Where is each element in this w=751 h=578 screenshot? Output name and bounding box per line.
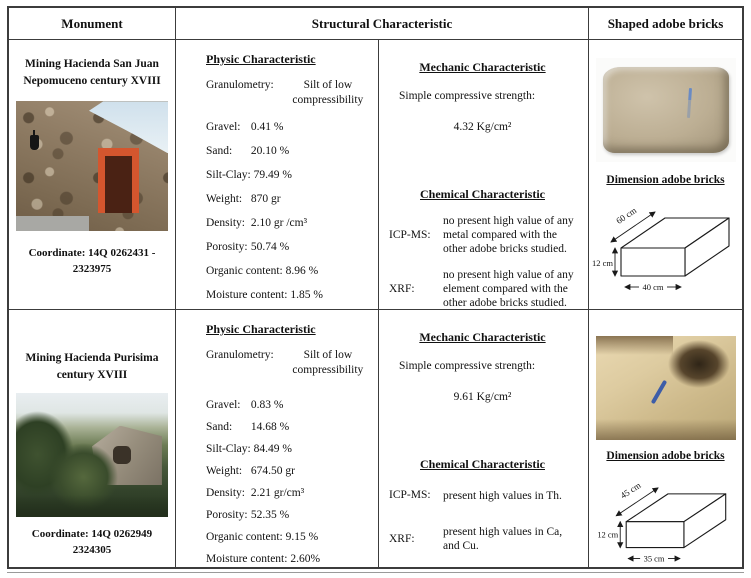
property-value: 84.49 % — [253, 443, 292, 455]
box-front-face — [621, 248, 685, 276]
width-dimension-label: 40 cm — [641, 282, 664, 292]
physic-property-silt-clay — [206, 168, 372, 183]
property-label: Density: — [206, 217, 245, 229]
brick-dimension-diagram — [596, 466, 736, 568]
physic-property-organic-content — [206, 530, 372, 545]
orange-doorway — [98, 148, 139, 213]
physic-property-porosity — [206, 240, 372, 255]
column-header-structural-label: Structural Characteristic — [311, 15, 453, 31]
physic-property-gravel — [206, 398, 372, 413]
physic-property-sand — [206, 144, 372, 159]
column-header-bricks-label: Shaped adobe bricks — [607, 15, 724, 31]
property-label: Porosity: — [206, 241, 248, 253]
compressive-strength-value: 4.32 Kg/cm² — [453, 121, 512, 133]
property-value: 0.41 % — [250, 121, 284, 133]
mechanic-cell-row2 — [379, 310, 589, 567]
property-label: Moisture content: — [206, 553, 288, 565]
physic-heading: Physic Characteristic — [206, 52, 316, 66]
excavation-hole — [668, 340, 730, 388]
property-label: Weight: — [206, 193, 243, 205]
physic-property-granulometry — [206, 348, 372, 378]
icp-ms-label: ICP-MS: — [389, 489, 431, 501]
property-label: Gravel: — [206, 121, 241, 133]
property-label: Organic content: — [206, 531, 283, 543]
compressive-strength-value: 9.61 Kg/cm² — [453, 391, 512, 403]
physic-property-sand — [206, 420, 372, 435]
tool-handle — [651, 380, 667, 405]
property-label: Organic content: — [206, 265, 283, 277]
xrf-row — [389, 525, 576, 553]
icp-ms-result: no present high value of any metal compared with the other adobe bricks studied. — [443, 215, 574, 255]
property-value: 52.35 % — [250, 509, 290, 521]
ground-region — [16, 216, 89, 232]
column-header-monument-label: Monument — [61, 15, 123, 31]
pen-scale-marker — [687, 88, 692, 118]
xrf-row — [389, 268, 576, 310]
physic-property-silt-clay — [206, 442, 372, 457]
property-value: 2.10 gr /cm³ — [250, 217, 308, 229]
box-front-face — [626, 521, 684, 547]
physic-cell-row1 — [176, 40, 379, 310]
physic-property-moisture-content — [206, 288, 372, 303]
property-label: Silt-Clay: — [206, 169, 251, 181]
mechanic-heading: Mechanic Characteristic — [419, 330, 546, 344]
property-label: Gravel: — [206, 399, 241, 411]
excavation-photo — [596, 336, 736, 440]
property-label: Porosity: — [206, 509, 248, 521]
property-label: Granulometry: — [206, 79, 274, 91]
adobe-brick-photo — [596, 58, 736, 162]
physic-property-granulometry — [206, 78, 372, 108]
icp-ms-result: present high values in Th. — [443, 489, 562, 502]
soil-ledge — [596, 336, 673, 355]
physic-property-gravel — [206, 120, 372, 135]
property-label: Granulometry: — [206, 349, 274, 361]
physic-property-density — [206, 216, 372, 231]
property-label: Silt-Clay: — [206, 443, 251, 455]
property-value: 50.74 % — [250, 241, 290, 253]
chemical-heading: Chemical Characteristic — [420, 187, 545, 201]
height-dimension-label: 12 cm — [591, 258, 613, 268]
mechanic-heading: Mechanic Characteristic — [419, 60, 546, 74]
property-value: 870 gr — [250, 193, 281, 205]
xrf-result: no present high value of any element compared with the other adobe bricks studied. — [443, 269, 574, 309]
door-opening — [105, 156, 131, 213]
brick-dimension-diagram — [591, 190, 741, 302]
physic-property-density — [206, 486, 372, 501]
xrf-label: XRF: — [389, 282, 415, 295]
bricks-cell-row2 — [589, 310, 742, 567]
xrf-result: present high values in Ca, and Cu. — [443, 526, 563, 552]
monument-coordinate: Coordinate: 14Q 0262949 2324305 — [31, 528, 153, 557]
property-label: Sand: — [206, 421, 233, 433]
depth-dimension-label: 45 cm — [618, 479, 643, 501]
property-value: 79.49 % — [253, 169, 292, 181]
physic-property-weight — [206, 192, 372, 207]
property-value: 2.21 gr/cm³ — [250, 487, 305, 499]
brick-sample — [603, 67, 729, 152]
characterization-table — [7, 6, 744, 569]
monument-title: Mining Hacienda San Juan Nepomuceno century XVIII — [23, 58, 161, 87]
physic-cell-row2 — [176, 310, 379, 567]
property-value: 1.85 % — [290, 289, 323, 301]
dimension-heading: Dimension adobe bricks — [606, 449, 725, 462]
column-header-bricks — [589, 8, 742, 40]
compressive-strength-label: Simple compressive strength: — [399, 90, 536, 102]
property-value: Silt of low compressibility — [292, 79, 364, 106]
property-value: 20.10 % — [250, 145, 290, 157]
monument-photo-purisima — [16, 393, 168, 517]
property-value: Silt of low compressibility — [292, 349, 364, 376]
physic-property-moisture-content — [206, 552, 372, 567]
property-value: 674.50 gr — [250, 465, 295, 477]
bricks-cell-row1 — [589, 40, 742, 310]
monument-cell-san-juan — [9, 40, 176, 310]
property-value: 0.83 % — [250, 399, 284, 411]
chemical-heading: Chemical Characteristic — [420, 457, 545, 471]
mechanic-cell-row1 — [379, 40, 589, 310]
compressive-strength-label: Simple compressive strength: — [399, 360, 536, 372]
dimension-heading: Dimension adobe bricks — [606, 174, 725, 186]
depth-dimension-label: 60 cm — [613, 205, 638, 226]
width-dimension-label: 35 cm — [643, 553, 664, 564]
monument-photo-san-juan — [16, 101, 168, 231]
height-dimension-label: 12 cm — [596, 529, 618, 540]
physic-property-weight — [206, 464, 372, 479]
property-label: Density: — [206, 487, 245, 499]
property-value: 2.60% — [290, 553, 321, 565]
property-value: 8.96 % — [285, 265, 319, 277]
property-label: Moisture content: — [206, 289, 288, 301]
monument-title: Mining Hacienda Purisima century XVIII — [25, 352, 159, 381]
icp-ms-row — [389, 214, 576, 256]
foreground-grass — [16, 495, 168, 517]
property-label: Weight: — [206, 465, 243, 477]
physic-property-porosity — [206, 508, 372, 523]
monument-coordinate: Coordinate: 14Q 0262431 - 2323975 — [28, 247, 156, 276]
property-value: 9.15 % — [285, 531, 319, 543]
icp-ms-row — [389, 488, 576, 503]
icp-ms-label: ICP-MS: — [389, 228, 431, 241]
wall-lamp — [30, 135, 39, 150]
property-label: Sand: — [206, 145, 233, 157]
physic-property-organic-content — [206, 264, 372, 279]
property-value: 14.68 % — [250, 421, 290, 433]
foreground-shadow — [596, 419, 736, 440]
physic-heading: Physic Characteristic — [206, 322, 316, 336]
monument-cell-purisima — [9, 310, 176, 567]
column-header-monument — [9, 8, 176, 40]
column-header-structural — [176, 8, 589, 40]
xrf-label: XRF: — [389, 532, 415, 545]
